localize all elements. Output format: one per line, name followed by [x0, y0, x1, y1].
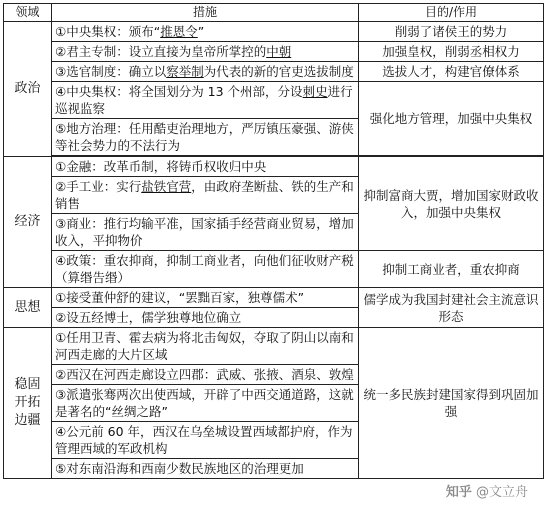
header-field: 领域 — [4, 4, 52, 22]
text: ，由政府垄断盐、铁的生产和销售 — [55, 179, 354, 211]
purpose-politics-1: 削弱了诸侯王的势力 — [359, 22, 544, 42]
text: ③选官制度：确立以 — [55, 64, 167, 79]
header-purpose: 目的/作用 — [359, 4, 544, 22]
measure-economy-1: ①金融：改革币制，将铸币权收归中央 — [52, 157, 359, 177]
text: ①中央集权：颁布“ — [55, 24, 161, 39]
underlined-term: 察举制 — [166, 64, 204, 79]
text: 进行巡视监察 — [55, 84, 353, 116]
purpose-frontier-1: 统一多民族封建国家得到巩固加强 — [359, 328, 544, 479]
measure-politics-4 — [52, 82, 359, 119]
text: ④中央集权：将全国划分为 13 个州部，分设 — [55, 84, 303, 99]
measure-frontier-2: ②西汉在河西走廊设立四郡：武威、张掖、酒泉、敦煌 — [52, 365, 359, 385]
watermark — [446, 481, 528, 500]
header-row — [4, 4, 544, 22]
purpose-politics-2: 加强皇权，削弱丞相权力 — [359, 42, 544, 62]
measure-politics-1 — [52, 22, 359, 42]
underlined-term: 中朝 — [266, 44, 292, 59]
category-politics: 政治 — [4, 22, 52, 157]
measure-politics-3 — [52, 62, 359, 82]
text: ②手工业：实行 — [55, 179, 142, 194]
text: ” — [197, 24, 205, 39]
category-frontier: 稳固开拓边疆 — [4, 328, 52, 479]
table-row — [4, 22, 544, 42]
purpose-economy-2: 抑制工商业者，重农抑商 — [359, 251, 544, 288]
measure-thought-1: ①接受董仲舒的建议，“罢黜百家，独尊儒术” — [52, 288, 359, 308]
underlined-term: 盐铁官营 — [141, 179, 192, 194]
watermark-site: 知乎 — [445, 485, 472, 500]
purpose-politics-4: 强化地方管理，加强中央集权 — [359, 82, 544, 156]
purpose-thought-1: 儒学成为我国封建社会主流意识形态 — [359, 288, 544, 328]
measure-politics-5: ⑤地方治理：任用酷吏治理地方，严厉镇压豪强、游侠等社会势力的不法行为 — [52, 119, 359, 156]
table-row — [4, 42, 544, 62]
measure-frontier-3: ③派遣张骞两次出使西域，开辟了中西交通道路，这就是著名的“丝绸之路” — [52, 385, 359, 422]
watermark-user: @文立舟 — [475, 485, 528, 500]
category-thought: 思想 — [4, 288, 52, 328]
table-row — [4, 62, 544, 82]
measure-frontier-4: ④公元前 60 年，西汉在乌垒城设置西域都护府，作为管理西域的军政机构 — [52, 422, 359, 459]
underlined-term: 推恩令 — [160, 24, 198, 39]
text: ②君主专制：设立直接为皇帝所掌控的 — [55, 44, 267, 59]
measure-economy-3: ③商业：推行均输平准，国家插手经营商业贸易，增加收入，平抑物价 — [52, 214, 359, 251]
header-measure: 措施 — [52, 4, 359, 22]
measure-politics-2 — [52, 42, 359, 62]
table-row — [4, 328, 544, 365]
measure-thought-2: ②设五经博士，儒学独尊地位确立 — [52, 308, 359, 328]
han-wudi-reforms-table — [3, 3, 544, 479]
table-row — [4, 157, 544, 177]
measure-economy-4: ④政策：重农抑商，抑制工商业者，向他们征收财产税（算缗告缗） — [52, 251, 359, 288]
measure-economy-2 — [52, 177, 359, 214]
category-economy: 经济 — [4, 157, 52, 288]
measure-frontier-1: ①任用卫青、霍去病为将北击匈奴，夺取了阴山以南和河西走廊的大片区域 — [52, 328, 359, 365]
measure-frontier-5: ⑤对东南沿海和西南少数民族地区的治理更加 — [52, 459, 359, 479]
purpose-economy-1: 抑制富商大贾，增加国家财政收入，加强中央集权 — [359, 157, 544, 251]
table-row — [4, 288, 544, 308]
text: 为代表的新的官吏选拔制度 — [203, 64, 354, 79]
table-row — [4, 82, 544, 119]
underlined-term: 刺史 — [302, 84, 328, 99]
table-row — [4, 251, 544, 288]
purpose-politics-3: 选拔人才，构建官僚体系 — [359, 62, 544, 82]
